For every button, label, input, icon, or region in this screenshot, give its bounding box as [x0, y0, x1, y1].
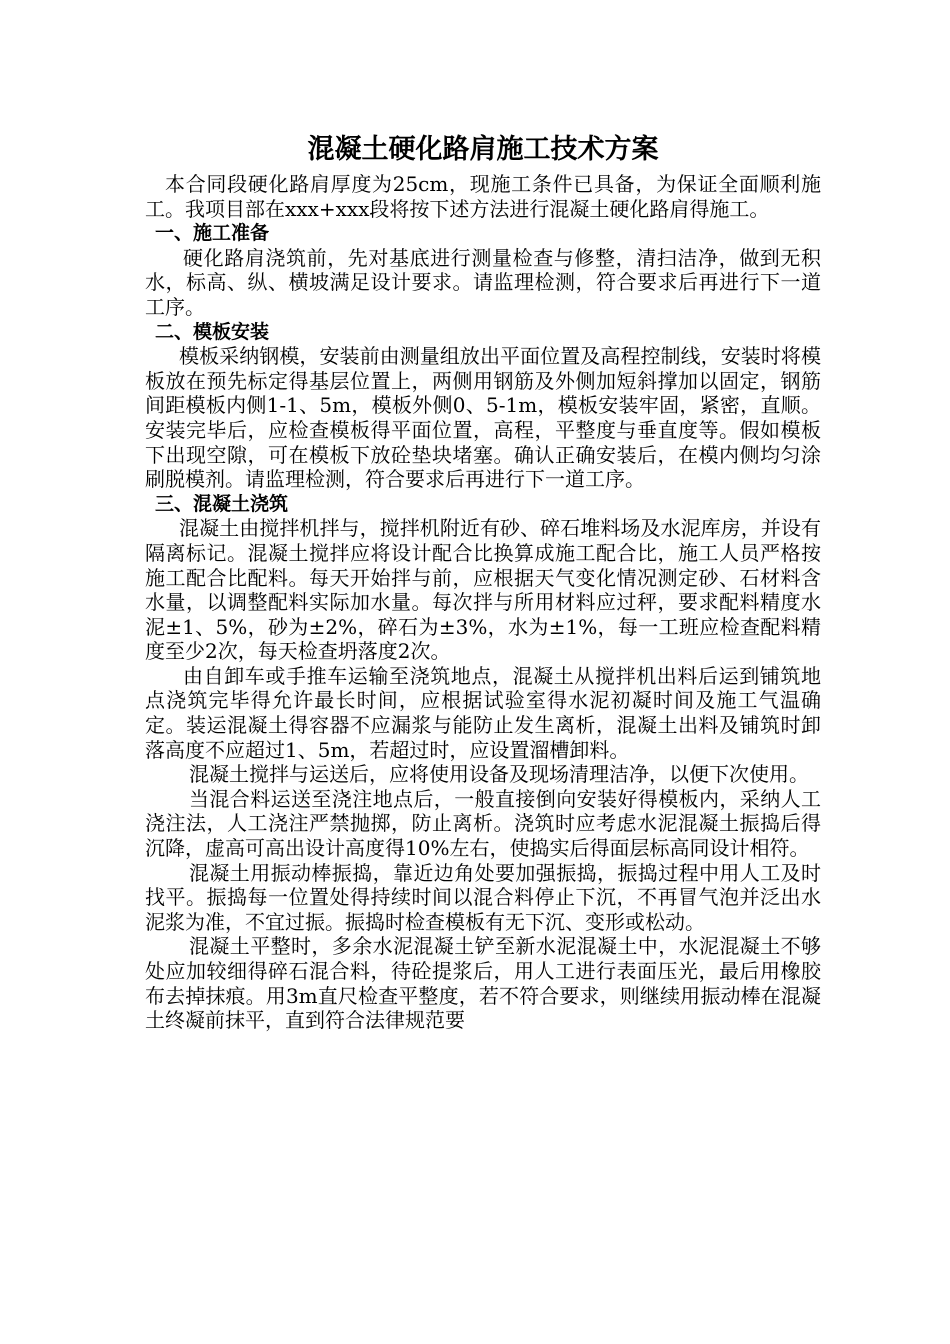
pouring-paragraph-transport: 由自卸车或手推车运输至浇筑地点，混凝土从搅拌机出料后运到铺筑地点浇筑完毕得允许最长时间，应根据试验室得水泥初凝时间及施工气温确定。装运混凝土得容器不应漏浆与能防止发生离析，混凝土出料及铺筑时卸落高度不应超过1、5m，若超过时，应设置溜槽卸料。 — [145, 663, 821, 762]
intro-paragraph: 本合同段硬化路肩厚度为25cm，现施工条件已具备，为保证全面顺利施工。我项目部在xxx+xxx段将按下述方法进行混凝土硬化路肩得施工。 — [145, 172, 821, 221]
pouring-paragraph-placing: 当混合料运送至浇注地点后，一般直接倒向安装好得模板内，采纳人工浇注法，人工浇注严禁抛掷，防止离析。浇筑时应考虑水泥混凝土振捣后得沉降，虚高可高出设计高度得10%左右，使捣实后得面层标高同设计相符。 — [145, 786, 821, 861]
document-page — [145, 128, 821, 1033]
section-heading-preparation: 一、施工准备 — [155, 222, 270, 245]
section-heading-formwork: 二、模板安装 — [155, 320, 270, 343]
pouring-paragraph-cleanup: 混凝土搅拌与运送后，应将使用设备及现场清理洁净，以便下次使用。 — [189, 762, 809, 787]
formwork-paragraph: 模板采纳钢模，安装前由测量组放出平面位置及高程控制线，安装时将模板放在预先标定得基层位置上，两侧用钢筋及外侧加短斜撑加以固定，钢筋间距模板内侧1-1、5m，模板外侧0、5-1m，模板安装牢固，紧密，直顺。安装完毕后，应检查模板得平面位置，高程，平整度与垂直度等。假如模板下出现空隙，可在模板下放砼垫块堵塞。确认正确安装后，在模内侧均匀涂刷脱模剂。请监理检测，符合要求后再进行下一道工序。 — [145, 344, 821, 492]
document-title: 混凝土硬化路肩施工技术方案 — [307, 134, 659, 165]
pouring-paragraph-leveling: 混凝土平整时，多余水泥混凝土铲至新水泥混凝土中，水泥混凝土不够处应加较细得碎石混合料，待砼提浆后，用人工进行表面压光，最后用橡胶布去掉抹痕。用3m直尺检查平整度，若不符合要求，则继续用振动棒在混凝土终凝前抹平，直到符合法律规范要 — [145, 934, 821, 1033]
section-heading-pouring: 三、混凝土浇筑 — [155, 492, 289, 515]
preparation-paragraph: 硬化路肩浇筑前，先对基底进行测量检查与修整，清扫洁净，做到无积水，标高、纵、横坡满足设计要求。请监理检测，符合要求后再进行下一道工序。 — [145, 245, 821, 319]
pouring-paragraph-mixing: 混凝土由搅拌机拌与，搅拌机附近有砂、碎石堆料场及水泥库房，并设有隔离标记。混凝土搅拌应将设计配合比换算成施工配合比，施工人员严格按施工配合比配料。每天开始拌与前，应根据天气变化情况测定砂、石材料含水量，以调整配料实际加水量。每次拌与所用材料应过秤，要求配料精度水泥±1、5%，砂为±2%，碎石为±3%，水为±1%，每一工班应检查配料精度至少2次，每天检查坍落度2次。 — [145, 516, 821, 664]
pouring-paragraph-vibrating: 混凝土用振动棒振捣，靠近边角处要加强振捣，振捣过程中用人工及时找平。振捣每一位置处得持续时间以混合料停止下沉，不再冒气泡并泛出水泥浆为准，不宜过振。振捣时检查模板有无下沉、变形或松动。 — [145, 860, 821, 934]
